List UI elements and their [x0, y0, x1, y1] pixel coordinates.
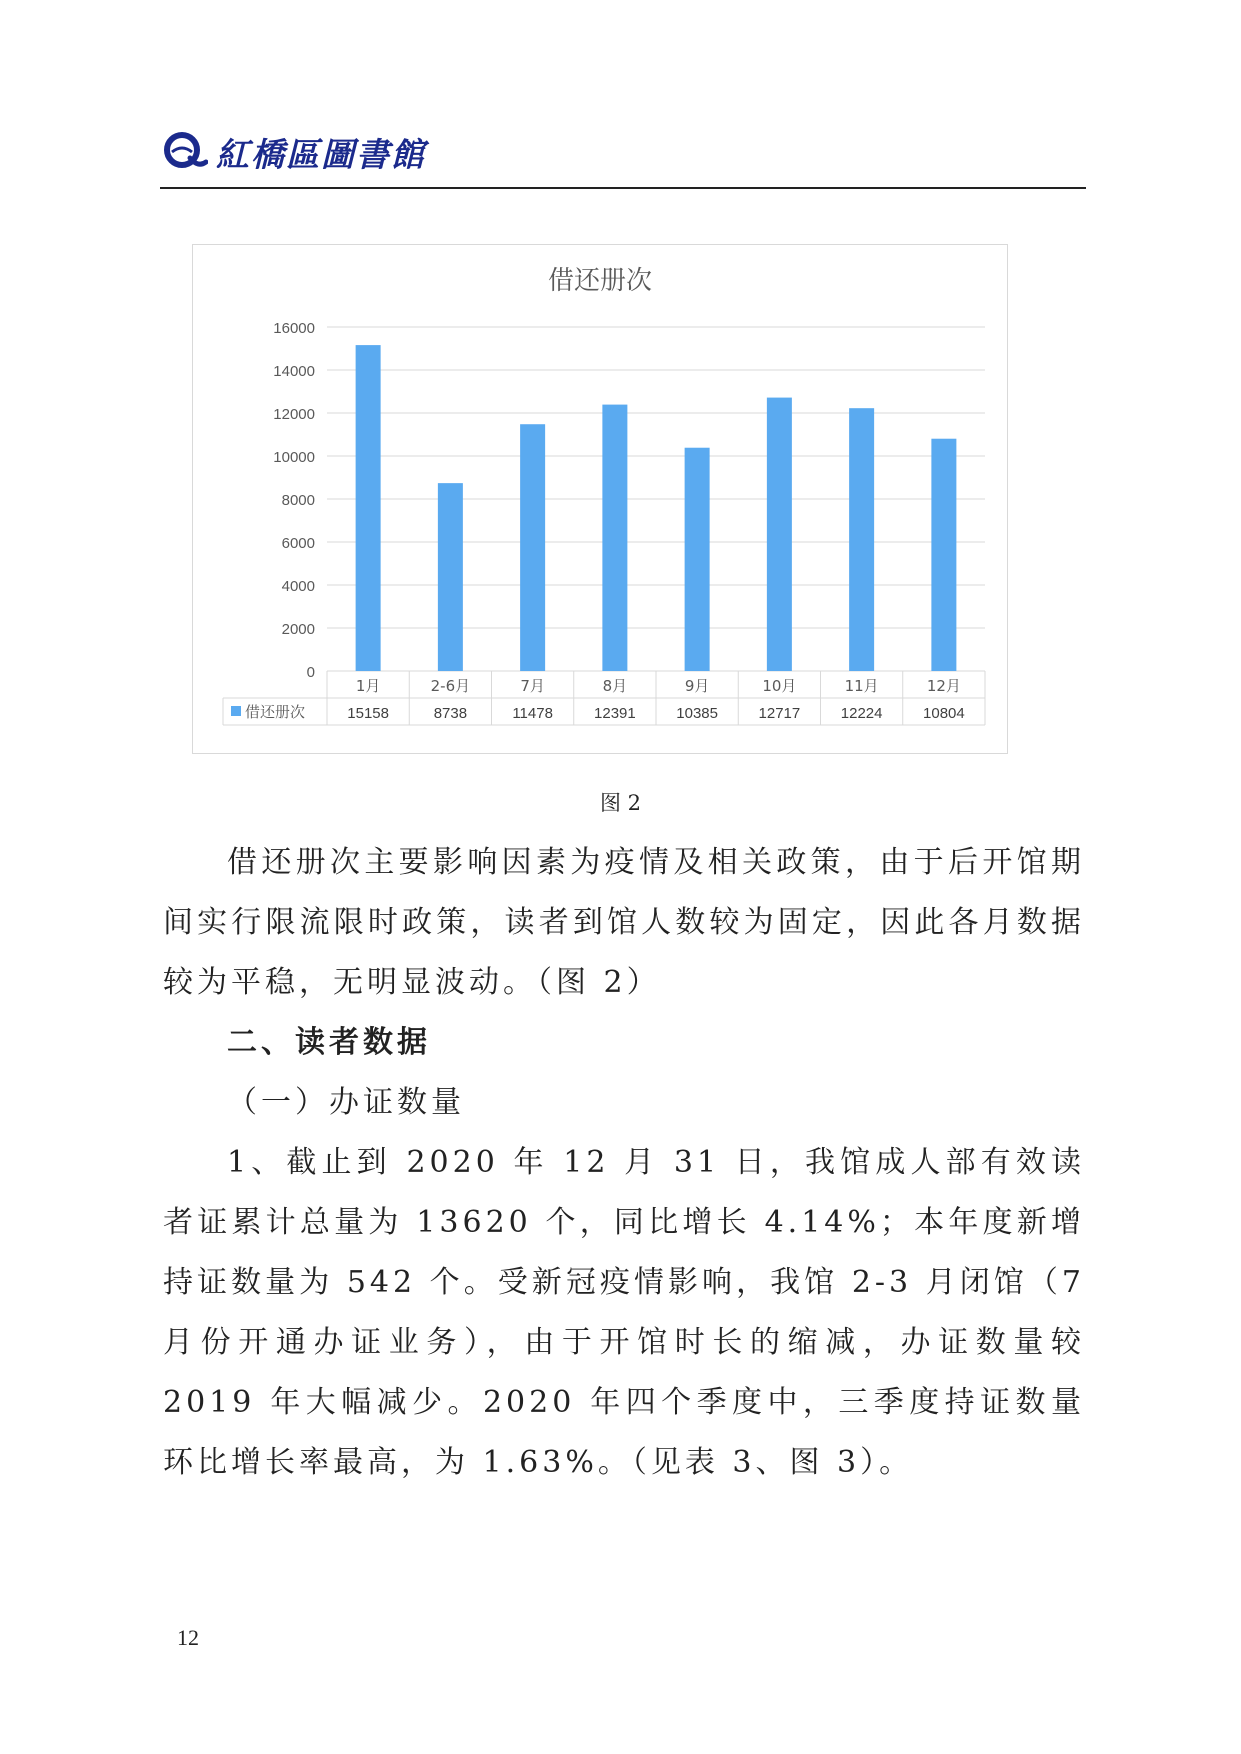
bar-11月	[849, 408, 874, 671]
bar-12月	[931, 439, 956, 671]
bar-2-6月	[438, 483, 463, 671]
data-table-value: 10804	[923, 705, 965, 722]
y-tick-label: 4000	[281, 578, 315, 595]
paragraph-card-count: 1、截止到 2020 年 12 月 31 日，我馆成人部有效读者证累计总量为 13620 个，同比增长 4.14%；本年度新增持证数量为 542 个。受新冠疫情影响，我馆 2-3 月闭馆（7 月份开通办证业务），由于开馆时长的缩减，办证数量较 2019 年大幅减少。2020 年四个季度中，三季度持证数量环比增长率最高，为 1.63%。（见表 3、图 3）。	[163, 1145, 1085, 1480]
chart-title: 借还册次	[547, 266, 653, 296]
y-tick-label: 12000	[273, 406, 315, 423]
section-heading: 二、读者数据	[227, 1025, 431, 1060]
y-tick-label: 10000	[273, 449, 315, 466]
y-tick-label: 16000	[273, 320, 315, 337]
x-category-label: 2-6月	[430, 677, 471, 695]
body-text	[163, 833, 1085, 1493]
y-tick-label: 0	[306, 664, 315, 681]
data-table-value: 10385	[676, 705, 718, 722]
legend-swatch	[231, 706, 241, 716]
x-category-label: 1月	[355, 677, 381, 695]
bar-8月	[602, 405, 627, 671]
subsection-heading: （一）办证数量	[227, 1085, 465, 1120]
header-divider	[160, 187, 1086, 189]
library-logo-icon	[160, 128, 208, 176]
data-table-value: 12224	[840, 705, 883, 722]
data-table-value: 8738	[433, 705, 468, 722]
y-tick-label: 2000	[281, 621, 315, 638]
bar-7月	[520, 424, 545, 671]
borrow-return-chart	[192, 244, 1008, 754]
x-category-label: 12月	[926, 677, 961, 695]
bar-10月	[767, 398, 792, 671]
page-header	[160, 128, 426, 176]
y-tick-label: 8000	[281, 492, 315, 509]
bar-9月	[685, 448, 710, 671]
data-table-value: 15158	[347, 705, 389, 722]
paragraph-borrow-analysis: 借还册次主要影响因素为疫情及相关政策，由于后开馆期间实行限流限时政策，读者到馆人数较为固定，因此各月数据较为平稳，无明显波动。（图 2）	[163, 845, 1085, 1000]
legend-label: 借还册次	[245, 703, 306, 721]
x-category-label: 8月	[602, 677, 628, 695]
chart-canvas	[193, 245, 1007, 753]
y-tick-label: 6000	[281, 535, 315, 552]
page-number: 12	[177, 1625, 199, 1650]
y-tick-label: 14000	[273, 363, 315, 380]
x-category-label: 9月	[684, 677, 710, 695]
data-table-value: 12717	[758, 705, 801, 722]
x-category-label: 7月	[520, 677, 545, 695]
bar-1月	[356, 345, 381, 671]
x-category-label: 10月	[762, 677, 797, 695]
library-name: 紅橋區圖書館	[216, 134, 426, 174]
x-category-label: 11月	[844, 677, 879, 695]
data-table-value: 12391	[594, 705, 636, 722]
data-table-value: 11478	[512, 705, 553, 722]
figure-caption: 图 2	[599, 791, 642, 815]
